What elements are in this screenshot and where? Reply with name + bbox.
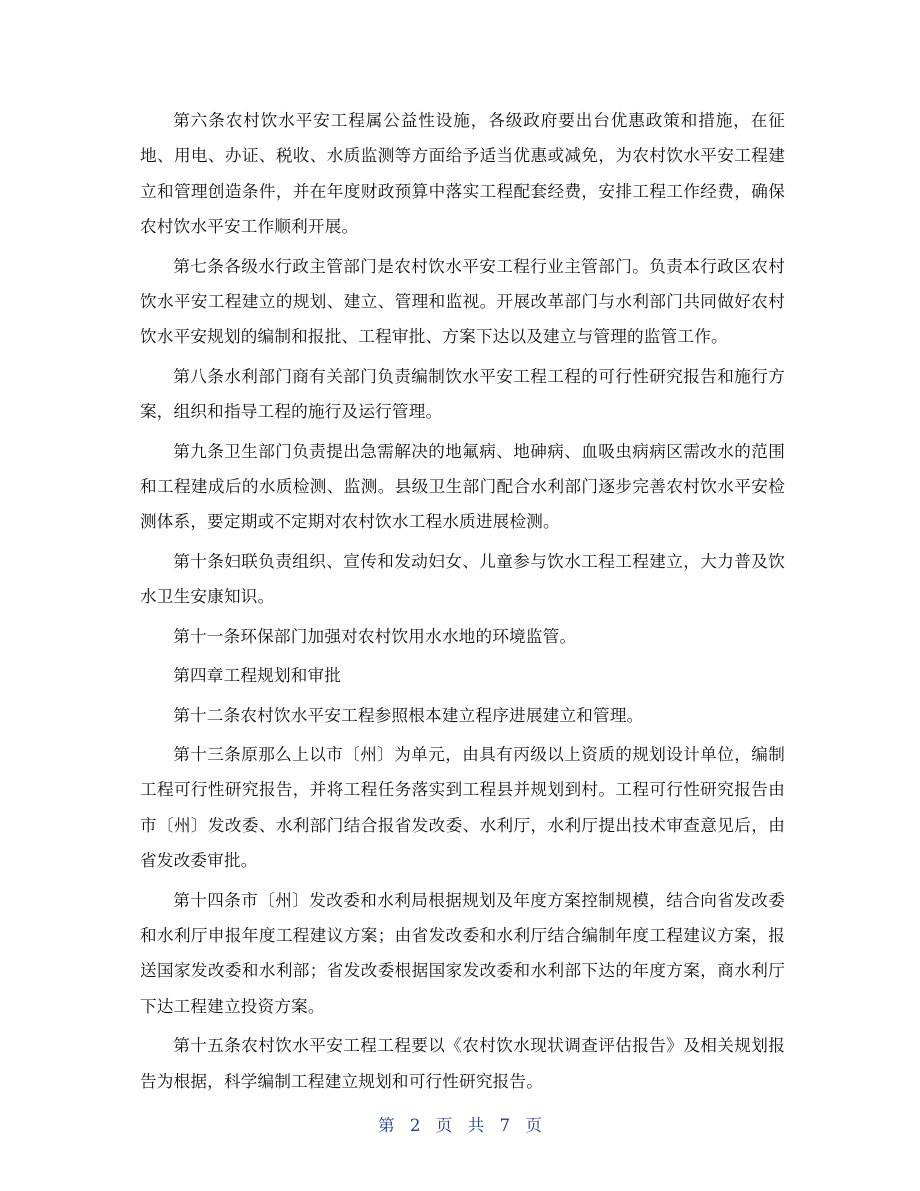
article-7-paragraph: 第七条各级水行政主管部门是农村饮水平安工程行业主管部门。负责本行政区农村饮水平安工程建立的规划、建立、管理和监视。开展改革部门与水利部门共同做好农村饮水平安规划的编制和报批、工程审批、方案下达以及建立与管理的监管工作。: [140, 256, 785, 347]
article-6-paragraph: 第六条农村饮水平安工程属公益性设施，各级政府要出台优惠政策和措施，在征地、用电、办证、税收、水质监测等方面给予适当优惠或减免，为农村饮水平安工程建立和管理创造条件，并在年度财政预算中落实工程配套经费，安排工程工作经费，确保农村饮水平安工作顺利开展。: [140, 111, 785, 237]
article-14-paragraph: 第十四条市〔州〕发改委和水利局根据规划及年度方案控制规模，结合向省发改委和水利厅申报年度工程建议方案；由省发改委和水利厅结合编制年度工程建议方案，报送国家发改委和水利部；省发改委根据国家发改委和水利部下达的年度方案，商水利厅下达工程建立投资方案。: [140, 890, 785, 1016]
article-8-paragraph: 第八条水利部门商有关部门负责编制饮水平安工程工程的可行性研究报告和施行方案，组织和指导工程的施行及运行管理。: [140, 366, 785, 422]
page-footer: [0, 1112, 920, 1136]
article-13-paragraph: 第十三条原那么上以市〔州〕为单元，由具有丙级以上资质的规划设计单位，编制工程可行性研究报告，并将工程任务落实到工程县并规划到村。工程可行性研究报告由市〔州〕发改委、水利部门结合报省发改委、水利厅，水利厅提出技术审查意见后，由省发改委审批。: [140, 744, 785, 871]
chapter-4-heading: 第四章工程规划和审批: [173, 666, 342, 686]
article-12-paragraph: 第十二条农村饮水平安工程参照根本建立程序进展建立和管理。: [173, 705, 644, 725]
article-9-paragraph: 第九条卫生部门负责提出急需解决的地氟病、地砷病、血吸虫病病区需改水的范围和工程建成后的水质检测、监测。县级卫生部门配合水利部门逐步完善农村饮水平安检测体系，要定期或不定期对农村饮水工程水质进展检测。: [140, 441, 785, 532]
footer-total-word: 共: [467, 1116, 485, 1135]
footer-current-page: 2: [409, 1116, 421, 1135]
footer-prefix: 第: [378, 1116, 395, 1135]
footer-total-pages: 7: [499, 1116, 511, 1135]
article-10-paragraph: 第十条妇联负责组织、宣传和发动妇女、儿童参与饮水工程工程建立，大力普及饮水卫生安康知识。: [140, 551, 785, 607]
footer-page-word: 页: [435, 1116, 453, 1135]
document-body: [140, 103, 785, 1103]
article-11-paragraph: 第十一条环保部门加强对农村饮用水水地的环境监管。: [173, 626, 577, 646]
article-15-paragraph: 第十五条农村饮水平安工程工程要以《农村饮水现状调查评估报告》及相关规划报告为根据，科学编制工程建立规划和可行性研究报告。: [140, 1036, 785, 1091]
footer-suffix: 页: [525, 1116, 542, 1135]
